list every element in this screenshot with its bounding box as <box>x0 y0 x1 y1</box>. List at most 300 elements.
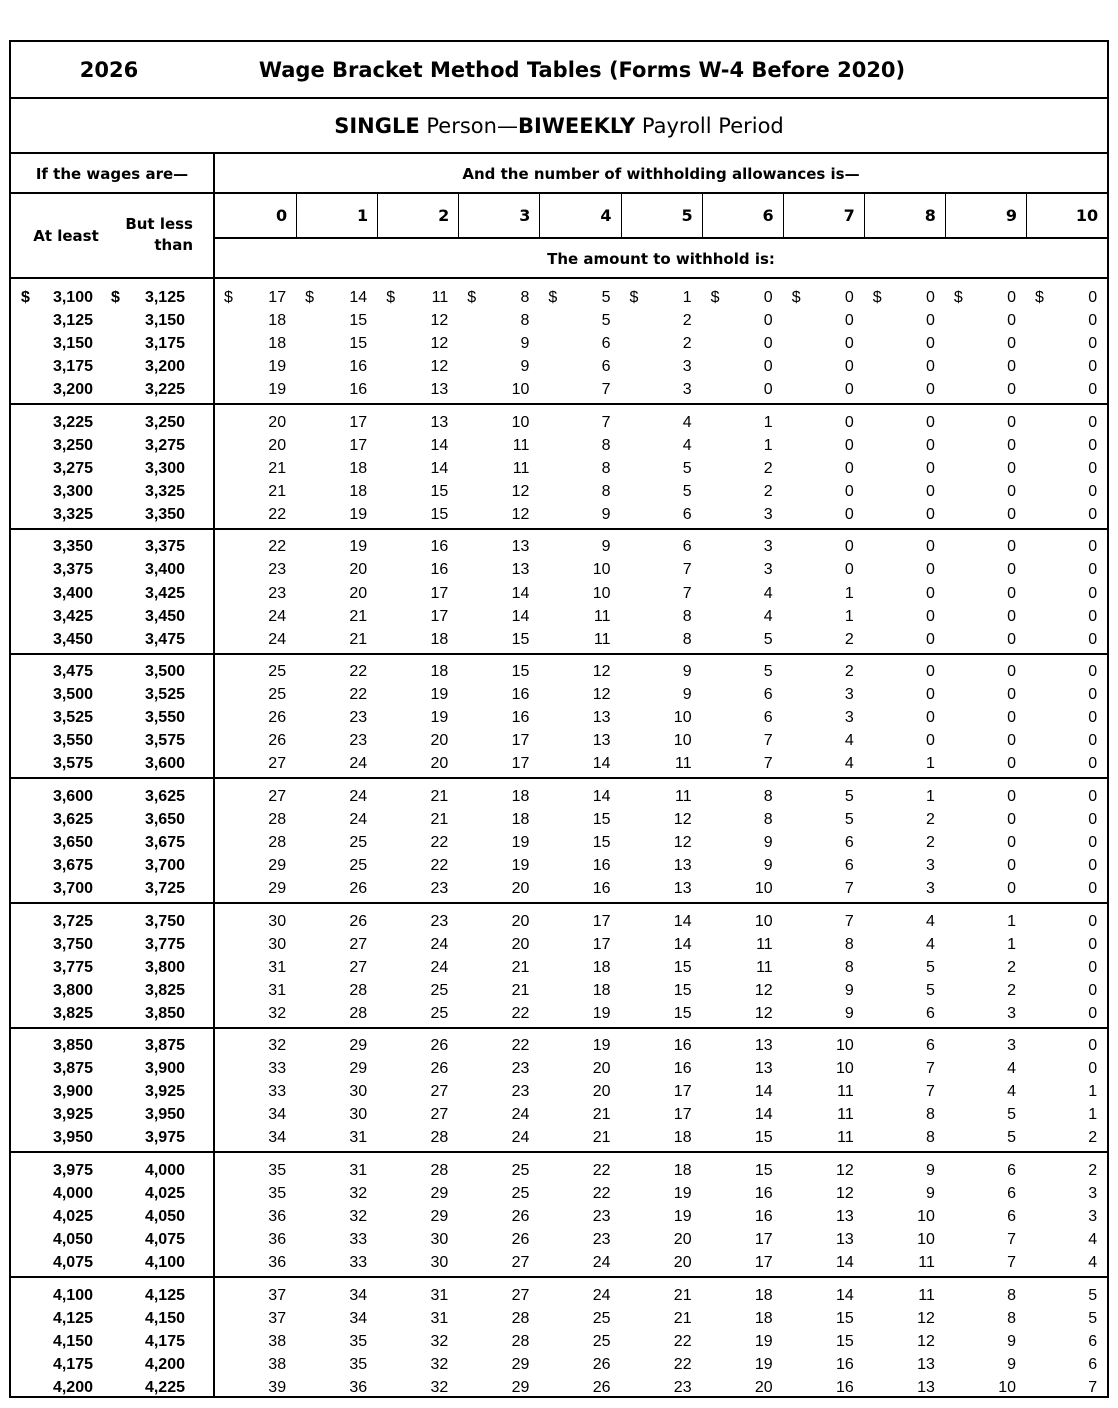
withholding-amount: 32 <box>430 1355 449 1373</box>
withholding-amount: 25 <box>349 856 368 874</box>
wage-but-less-than: 3,975 <box>144 1129 185 1147</box>
withholding-amount: 0 <box>1088 436 1098 454</box>
withholding-amount: 35 <box>349 1332 368 1350</box>
withholding-amount: 30 <box>268 935 287 953</box>
withholding-amount: 32 <box>430 1378 449 1396</box>
withholding-amount: 21 <box>592 1106 611 1124</box>
wage-at-least: 3,950 <box>52 1129 93 1147</box>
withholding-amount: 22 <box>349 663 368 681</box>
withholding-amount: 13 <box>754 1060 773 1078</box>
withholding-amount: 8 <box>763 787 773 805</box>
withholding-amount: 11 <box>837 1083 854 1101</box>
withholding-amount: 22 <box>511 1004 530 1022</box>
withholding-amount: 7 <box>1088 1378 1098 1396</box>
withholding-amount: 37 <box>268 1309 287 1327</box>
wage-but-less-than: 3,500 <box>144 663 185 681</box>
withholding-amount: 21 <box>592 1129 611 1147</box>
withholding-amount: 12 <box>592 686 611 704</box>
wage-but-less-than: 3,200 <box>144 358 185 376</box>
withholding-amount: 24 <box>430 935 449 953</box>
withholding-amount: 8 <box>520 289 530 306</box>
withholding-amount: 18 <box>754 1286 773 1304</box>
withholding-amount: 8 <box>925 1106 935 1124</box>
wage-at-least: 3,500 <box>52 686 93 704</box>
withholding-amount: 12 <box>511 505 530 523</box>
withholding-amount: 14 <box>349 289 368 306</box>
allowance-column-header: 5 <box>681 206 693 225</box>
withholding-amount: 21 <box>673 1286 692 1304</box>
withholding-amount: 4 <box>925 935 935 953</box>
withholding-amount: 31 <box>268 958 287 976</box>
group-divider <box>11 1151 1107 1153</box>
table-subtitle <box>11 99 1107 153</box>
wage-at-least: 3,900 <box>52 1083 93 1101</box>
withholding-amount: 11 <box>431 289 449 306</box>
withholding-amount: 27 <box>268 787 287 805</box>
withholding-amount: 18 <box>430 630 449 648</box>
withholding-amount: 8 <box>763 810 773 828</box>
withholding-amount: 13 <box>511 561 530 579</box>
withholding-amount: 17 <box>349 413 368 431</box>
wage-but-less-than: 3,125 <box>144 289 185 306</box>
rule-line <box>783 192 784 238</box>
withholding-amount: 0 <box>1088 912 1098 930</box>
withholding-amount: 26 <box>268 732 287 750</box>
withholding-amount: 29 <box>268 880 287 897</box>
withholding-amount: 26 <box>511 1231 530 1249</box>
withholding-amount: 10 <box>673 709 692 727</box>
withholding-amount: 0 <box>844 358 854 376</box>
withholding-amount: 0 <box>1088 561 1098 579</box>
wage-but-less-than: 3,550 <box>144 709 185 727</box>
withholding-amount: 0 <box>925 561 935 579</box>
withholding-amount: 6 <box>844 856 854 874</box>
withholding-amount: 19 <box>430 709 449 727</box>
withholding-amount: 20 <box>673 1231 692 1249</box>
withholding-amount: 28 <box>268 833 287 851</box>
withholding-amount: 15 <box>511 663 530 681</box>
withholding-amount: 14 <box>835 1286 854 1304</box>
than-label: than <box>154 236 193 254</box>
withholding-amount: 22 <box>592 1161 611 1179</box>
withholding-amount: 17 <box>430 584 449 602</box>
withholding-amount: 0 <box>925 538 935 556</box>
withholding-amount: 30 <box>430 1231 449 1249</box>
withholding-amount: 35 <box>349 1355 368 1373</box>
wage-at-least: 4,075 <box>52 1254 93 1272</box>
withholding-amount: 11 <box>512 459 530 477</box>
allowance-column-header: 7 <box>843 206 855 225</box>
allowance-column-header: 10 <box>1075 206 1099 225</box>
withholding-amount: 3 <box>1088 1208 1098 1225</box>
withholding-amount: 8 <box>1007 1286 1016 1304</box>
withholding-amount: 26 <box>268 709 287 727</box>
withholding-amount: 13 <box>430 381 449 399</box>
withholding-amount: 0 <box>1007 663 1016 681</box>
withholding-amount: 29 <box>268 856 287 874</box>
withholding-amount: 5 <box>925 981 935 999</box>
withholding-amount: 0 <box>1088 787 1098 805</box>
withholding-amount: 0 <box>1007 459 1016 477</box>
withholding-amount: 25 <box>268 686 287 704</box>
withholding-amount: 20 <box>430 732 449 750</box>
withholding-amount: 29 <box>349 1060 368 1078</box>
withholding-amount: 0 <box>1007 755 1016 773</box>
withholding-amount: 0 <box>844 505 854 523</box>
dollar-sign: $ <box>1035 289 1044 306</box>
withholding-amount: 0 <box>844 289 854 306</box>
rule-line <box>864 192 865 238</box>
withholding-amount: 20 <box>349 584 368 602</box>
withholding-amount: 15 <box>673 1004 692 1022</box>
withholding-amount: 8 <box>682 607 692 625</box>
dollar-sign: $ <box>386 289 396 306</box>
withholding-amount: 25 <box>592 1332 611 1350</box>
withholding-amount: 9 <box>925 1184 935 1202</box>
rule-line <box>377 192 378 238</box>
withholding-amount: 0 <box>1088 709 1098 727</box>
wage-at-least: 4,025 <box>52 1208 93 1225</box>
withholding-amount: 15 <box>835 1332 854 1350</box>
wage-at-least: 3,125 <box>52 312 93 330</box>
withholding-amount: 24 <box>349 787 368 805</box>
withholding-amount: 21 <box>349 607 368 625</box>
withholding-amount: 21 <box>268 482 287 500</box>
wage-but-less-than: 3,325 <box>144 482 185 500</box>
withholding-amount: 18 <box>349 482 368 500</box>
withholding-amount: 0 <box>1088 630 1098 648</box>
wage-but-less-than: 3,675 <box>144 833 185 851</box>
withholding-amount: 1 <box>925 755 935 773</box>
wage-at-least: 3,575 <box>52 755 93 773</box>
withholding-amount: 20 <box>511 912 530 930</box>
withholding-amount: 15 <box>754 1161 773 1179</box>
withholding-amount: 28 <box>511 1309 530 1327</box>
withholding-amount: 11 <box>837 1106 854 1124</box>
withholding-amount: 0 <box>1007 413 1016 431</box>
wage-but-less-than: 4,200 <box>144 1355 185 1373</box>
withholding-amount: 0 <box>1007 833 1016 851</box>
withholding-amount: 24 <box>268 607 287 625</box>
withholding-amount: 4 <box>1007 1083 1016 1101</box>
withholding-amount: 18 <box>592 981 611 999</box>
wage-at-least: 4,100 <box>52 1286 93 1304</box>
wage-but-less-than: 3,250 <box>144 413 185 431</box>
withholding-amount: 16 <box>754 1208 773 1225</box>
withholding-amount: 29 <box>511 1355 530 1373</box>
withholding-amount: 0 <box>1088 584 1098 602</box>
withholding-amount: 10 <box>917 1208 935 1225</box>
withholding-amount: 14 <box>592 755 611 773</box>
withholding-amount: 18 <box>673 1129 692 1147</box>
group-divider <box>11 528 1107 530</box>
withholding-amount: 1 <box>844 584 854 602</box>
but-less-than-header <box>111 214 193 256</box>
withholding-amount: 24 <box>349 755 368 773</box>
withholding-amount: 27 <box>349 958 368 976</box>
wage-but-less-than: 4,125 <box>144 1286 185 1304</box>
withholding-amount: 20 <box>511 880 530 897</box>
withholding-amount: 4 <box>763 584 773 602</box>
withholding-amount: 10 <box>835 1060 854 1078</box>
withholding-amount: 0 <box>925 482 935 500</box>
wage-but-less-than: 4,225 <box>144 1378 185 1396</box>
withholding-amount: 17 <box>673 1106 692 1124</box>
withholding-amount: 14 <box>592 787 611 805</box>
withholding-amount: 23 <box>592 1208 611 1225</box>
withholding-amount: 11 <box>674 755 692 773</box>
wage-at-least: 4,200 <box>52 1378 93 1396</box>
withholding-amount: 6 <box>1007 1161 1016 1179</box>
dollar-sign: $ <box>305 289 314 306</box>
withholding-amount: 15 <box>430 482 449 500</box>
subtitle-person: Person— <box>419 114 518 138</box>
dollar-sign: $ <box>224 289 233 306</box>
withholding-amount: 9 <box>1007 1332 1016 1350</box>
withholding-amount: 0 <box>844 381 854 399</box>
dollar-sign: $ <box>548 289 558 306</box>
withholding-amount: 8 <box>682 630 692 648</box>
withholding-amount: 15 <box>754 1129 773 1147</box>
withholding-amount: 0 <box>1088 335 1098 353</box>
withholding-amount: 31 <box>349 1161 368 1179</box>
withholding-amount: 10 <box>511 413 530 431</box>
withholding-amount: 13 <box>511 538 530 556</box>
withholding-amount: 5 <box>1007 1129 1016 1147</box>
withholding-amount: 0 <box>1088 381 1098 399</box>
withholding-amount: 7 <box>925 1083 935 1101</box>
wage-but-less-than: 3,850 <box>144 1004 185 1022</box>
withholding-amount: 21 <box>430 787 449 805</box>
wage-at-least: 3,300 <box>52 482 93 500</box>
withholding-amount: 12 <box>430 312 449 330</box>
wage-at-least: 3,450 <box>52 630 93 648</box>
withholding-amount: 31 <box>268 981 287 999</box>
wage-at-least: 3,625 <box>52 810 93 828</box>
withholding-amount: 7 <box>601 413 611 431</box>
withholding-amount: 0 <box>1007 709 1016 727</box>
withholding-amount: 7 <box>1007 1254 1016 1272</box>
withholding-amount: 0 <box>925 630 935 648</box>
withholding-amount: 0 <box>925 607 935 625</box>
withholding-amount: 30 <box>349 1106 368 1124</box>
withholding-amount: 16 <box>592 856 611 874</box>
withholding-amount: 39 <box>268 1378 287 1396</box>
wage-at-least: 3,325 <box>52 505 93 523</box>
withholding-amount: 19 <box>349 505 368 523</box>
withholding-amount: 11 <box>756 935 773 953</box>
withholding-amount: 28 <box>511 1332 530 1350</box>
withholding-amount: 14 <box>430 459 449 477</box>
withholding-amount: 2 <box>925 833 935 851</box>
withholding-amount: 32 <box>430 1332 449 1350</box>
withholding-amount: 33 <box>349 1231 368 1249</box>
withholding-amount: 0 <box>925 289 935 306</box>
wage-but-less-than: 3,450 <box>144 607 185 625</box>
withholding-amount: 22 <box>268 538 287 556</box>
withholding-amount: 3 <box>682 381 692 399</box>
wage-at-least: 3,225 <box>52 413 93 431</box>
withholding-amount: 28 <box>349 1004 368 1022</box>
table-title: Wage Bracket Method Tables (Forms W-4 Before 2020) <box>258 58 906 82</box>
withholding-amount: 28 <box>349 981 368 999</box>
withholding-amount: 2 <box>682 335 692 353</box>
withholding-amount: 0 <box>925 358 935 376</box>
withholding-amount: 25 <box>430 981 449 999</box>
withholding-amount: 8 <box>844 935 854 953</box>
wage-but-less-than: 4,025 <box>144 1184 185 1202</box>
wage-but-less-than: 3,350 <box>144 505 185 523</box>
withholding-amount: 23 <box>268 584 287 602</box>
withholding-amount: 7 <box>601 381 611 399</box>
withholding-amount: 13 <box>673 856 692 874</box>
withholding-amount: 10 <box>592 561 611 579</box>
withholding-amount: 21 <box>673 1309 692 1327</box>
withholding-amount: 0 <box>1088 686 1098 704</box>
withholding-amount: 13 <box>754 1037 773 1055</box>
dollar-sign: $ <box>629 289 639 306</box>
withholding-amount: 26 <box>430 1060 449 1078</box>
withholding-amount: 27 <box>511 1254 530 1272</box>
withholding-amount: 12 <box>673 833 692 851</box>
withholding-amount: 17 <box>754 1254 773 1272</box>
subtitle-rest: Payroll Period <box>635 114 784 138</box>
allowance-column-header: 4 <box>600 206 612 225</box>
wage-at-least: 3,150 <box>52 335 93 353</box>
withholding-amount: 27 <box>268 755 287 773</box>
withholding-amount: 20 <box>511 935 530 953</box>
withholding-amount: 18 <box>511 787 530 805</box>
wages-header: If the wages are— <box>35 165 189 183</box>
allowance-column-header: 2 <box>438 206 450 225</box>
wage-at-least: 3,875 <box>52 1060 93 1078</box>
rule-line <box>458 192 459 238</box>
withholding-amount: 0 <box>1088 289 1098 306</box>
wage-at-least: 3,600 <box>52 787 93 805</box>
wage-at-least: 3,650 <box>52 833 93 851</box>
wage-but-less-than: 3,525 <box>144 686 185 704</box>
withholding-amount: 16 <box>673 1060 692 1078</box>
withholding-amount: 12 <box>917 1332 935 1350</box>
wage-but-less-than: 3,375 <box>144 538 185 556</box>
wage-but-less-than: 3,475 <box>144 630 185 648</box>
withholding-amount: 16 <box>511 709 530 727</box>
withholding-amount: 12 <box>835 1161 854 1179</box>
wage-but-less-than: 3,300 <box>144 459 185 477</box>
withholding-amount: 30 <box>268 912 287 930</box>
group-divider <box>11 1276 1107 1278</box>
withholding-amount: 2 <box>1007 981 1016 999</box>
withholding-amount: 21 <box>268 459 287 477</box>
withholding-amount: 4 <box>763 607 773 625</box>
withholding-amount: 13 <box>592 709 611 727</box>
withholding-amount: 13 <box>835 1208 854 1225</box>
withholding-amount: 7 <box>1007 1231 1016 1249</box>
rule-line <box>11 277 1107 279</box>
withholding-amount: 0 <box>1007 787 1016 805</box>
withholding-amount: 5 <box>1007 1106 1016 1124</box>
rule-line <box>11 152 1107 154</box>
withholding-amount: 5 <box>925 958 935 976</box>
withholding-amount: 19 <box>268 358 287 376</box>
withholding-amount: 14 <box>754 1083 773 1101</box>
withholding-amount: 28 <box>430 1161 449 1179</box>
group-divider <box>11 902 1107 904</box>
withholding-amount: 22 <box>673 1355 692 1373</box>
withholding-amount: 17 <box>592 912 611 930</box>
withholding-amount: 12 <box>511 482 530 500</box>
withholding-amount: 27 <box>349 935 368 953</box>
withholding-amount: 0 <box>1007 505 1016 523</box>
withholding-amount: 15 <box>430 505 449 523</box>
rule-line <box>621 192 622 238</box>
withholding-amount: 9 <box>601 538 611 556</box>
withholding-amount: 7 <box>682 561 692 579</box>
withholding-amount: 12 <box>673 810 692 828</box>
wage-but-less-than: 3,900 <box>144 1060 185 1078</box>
withholding-amount: 2 <box>925 810 935 828</box>
withholding-amount: 0 <box>1007 335 1016 353</box>
wage-but-less-than: 4,000 <box>144 1161 185 1179</box>
withholding-amount: 11 <box>674 787 692 805</box>
withholding-amount: 20 <box>268 436 287 454</box>
withholding-amount: 0 <box>1007 312 1016 330</box>
withholding-amount: 9 <box>844 981 854 999</box>
wage-but-less-than: 3,875 <box>144 1037 185 1055</box>
withholding-amount: 0 <box>925 732 935 750</box>
withholding-amount: 11 <box>512 436 530 454</box>
withholding-amount: 0 <box>1088 880 1098 897</box>
withholding-amount: 1 <box>1088 1083 1098 1101</box>
withholding-amount: 0 <box>1007 381 1016 399</box>
withholding-amount: 0 <box>1088 413 1098 431</box>
withholding-amount: 0 <box>844 436 854 454</box>
wage-at-least: 4,050 <box>52 1231 93 1249</box>
withholding-amount: 11 <box>756 958 773 976</box>
withholding-amount: 20 <box>268 413 287 431</box>
withholding-amount: 33 <box>268 1083 287 1101</box>
withholding-amount: 6 <box>1088 1355 1098 1373</box>
wage-at-least: 3,975 <box>52 1161 93 1179</box>
withholding-amount: 2 <box>682 312 692 330</box>
withholding-amount: 12 <box>835 1184 854 1202</box>
withholding-amount: 10 <box>998 1378 1016 1396</box>
withholding-amount: 25 <box>349 833 368 851</box>
withholding-amount: 20 <box>592 1060 611 1078</box>
withholding-amount: 5 <box>601 289 611 306</box>
withholding-amount: 6 <box>682 505 692 523</box>
withholding-amount: 19 <box>430 686 449 704</box>
withholding-amount: 8 <box>1007 1309 1016 1327</box>
wage-at-least: 4,000 <box>52 1184 93 1202</box>
withholding-amount: 19 <box>673 1184 692 1202</box>
withholding-amount: 0 <box>844 312 854 330</box>
withholding-amount: 10 <box>754 912 773 930</box>
withholding-amount: 17 <box>673 1083 692 1101</box>
withholding-amount: 3 <box>763 561 773 579</box>
withholding-amount: 15 <box>511 630 530 648</box>
withholding-amount: 0 <box>925 381 935 399</box>
withholding-amount: 0 <box>1007 289 1016 306</box>
wage-but-less-than: 3,150 <box>144 312 185 330</box>
withholding-amount: 12 <box>754 1004 773 1022</box>
withholding-amount: 0 <box>925 686 935 704</box>
withholding-amount: 14 <box>673 935 692 953</box>
withholding-amount: 17 <box>511 732 530 750</box>
withholding-amount: 6 <box>925 1004 935 1022</box>
withholding-amount: 6 <box>925 1037 935 1055</box>
dollar-sign: $ <box>872 289 882 306</box>
